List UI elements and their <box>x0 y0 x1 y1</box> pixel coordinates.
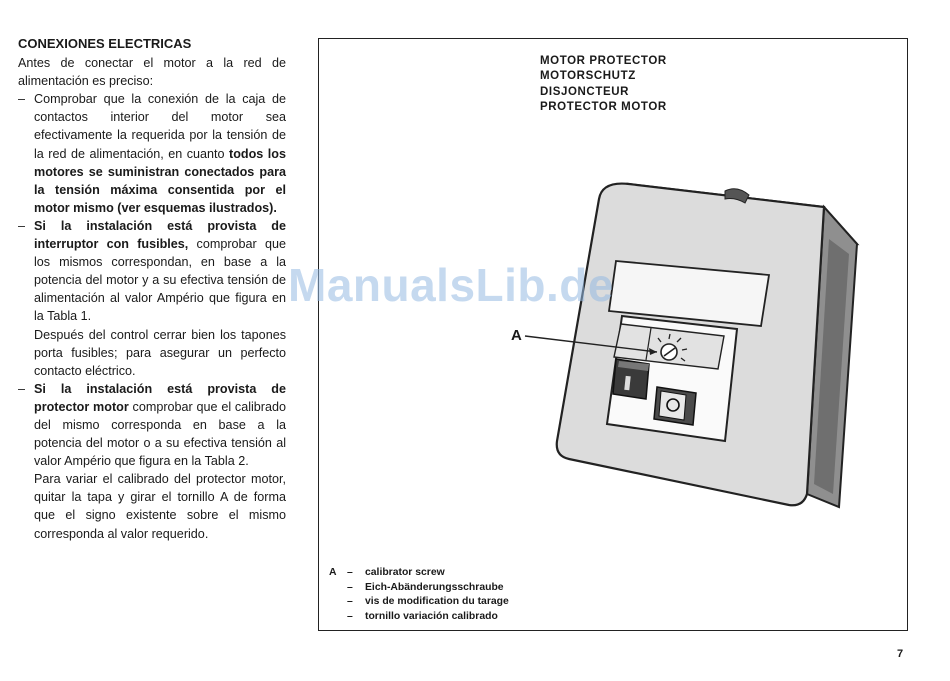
item2-bold-text: Si la instalación está provista de interruptor con fusibles, <box>34 218 286 252</box>
list-item-connection <box>18 90 286 217</box>
legend-row <box>329 581 509 596</box>
item3-followup-text: Para variar el calibrado del protector motor, quitar la tapa y girar el tornillo A de forma que el signo existente sobre el mismo corresponda al valor requerido. <box>34 472 286 541</box>
section-heading: CONEXIONES ELECTRICAS <box>18 36 192 51</box>
legend-dash: – <box>347 567 353 578</box>
legend-text-en: calibrator screw <box>365 567 445 578</box>
legend-row <box>329 566 509 581</box>
motor-protector-illustration <box>319 39 907 630</box>
page-number: 7 <box>897 648 904 660</box>
figure-box <box>318 38 908 631</box>
legend-dash: – <box>347 581 353 593</box>
item1-text: Comprobar que la conexión de la caja de contactos interior del motor sea efectivamente la requerida por la tensión de la red de alimentación, en cuanto <box>34 92 286 161</box>
figure-title-fr: DISJONCTEUR <box>540 85 630 98</box>
item1-bold-text: todos los motores se suministran conectados para la tensión máxima consentida por el motor mismo (ver esquemas ilustrados). <box>34 146 286 215</box>
list-dash: – <box>18 381 26 396</box>
list-item-protector <box>18 380 286 470</box>
watermark: ManualsLib.de <box>288 259 614 311</box>
figure-legend <box>329 566 509 624</box>
figure-title-es: PROTECTOR MOTOR <box>540 100 667 113</box>
figure-title-de: MOTORSCHUTZ <box>540 70 636 83</box>
item3-bold-text: Si la instalación está provista de protector motor <box>34 381 286 414</box>
legend-text-es: tornillo variación calibrado <box>365 610 498 622</box>
item2-followup-text: Después del control cerrar bien los tapones porta fusibles; para asegurar un perfecto contacto eléctrico. <box>34 327 286 378</box>
legend-row <box>329 595 509 610</box>
callout-label-a: A <box>511 327 522 344</box>
legend-dash: – <box>347 610 353 622</box>
intro-paragraph: Antes de conectar el motor a la red de alimentación es preciso: <box>18 56 286 89</box>
legend-dash: – <box>347 596 353 608</box>
legend-text-fr: vis de modification du tarage <box>365 596 509 608</box>
list-dash: – <box>18 218 26 233</box>
figure-title-en: MOTOR PROTECTOR <box>540 55 667 67</box>
item3-text: comprobar que el calibrado del mismo corresponda en base a la potencia del motor o a su efectiva tensión al valor Ampério que figura en la Tabla 2. <box>34 399 287 469</box>
item2-text: comprobar que los mismos correspondan, en base a la potencia del motor y a su efectiva tensión de alimentación al valor Ampério que figura en la Tabla 1. <box>34 237 286 324</box>
legend-key: A <box>329 567 337 578</box>
list-dash: – <box>18 92 26 107</box>
legend-text-de: Eich-Abänderungsschraube <box>365 581 504 593</box>
figure-title-block <box>540 54 667 115</box>
legend-row <box>329 610 509 625</box>
list-item-fuses <box>18 217 286 326</box>
text-column <box>18 35 286 543</box>
